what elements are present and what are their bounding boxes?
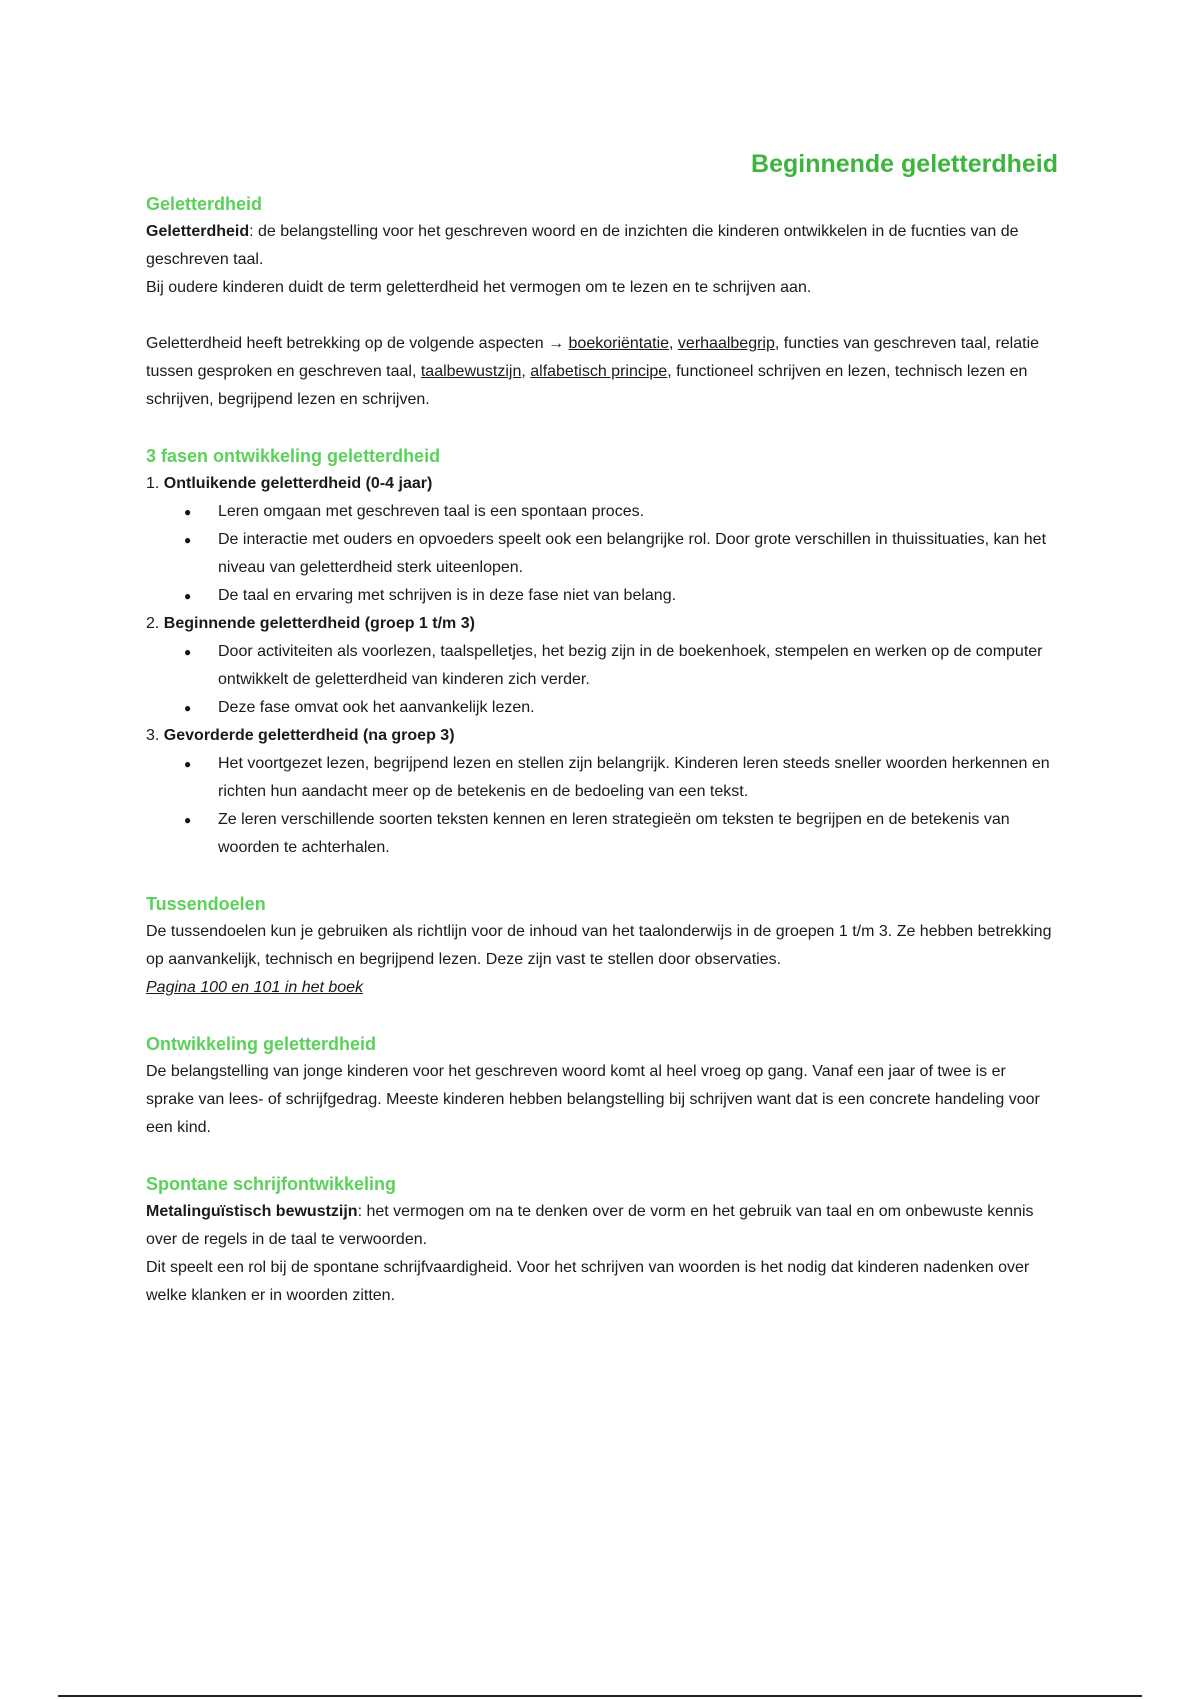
bullet-item: ● Ze leren verschillende soorten teksten kennen en leren strategieën om teksten te begrijpen en de betekenis van woorden te achterhalen. <box>218 806 1058 862</box>
phase-number: 3. <box>146 727 164 744</box>
book-reference: Pagina 100 en 101 in het boek <box>146 979 364 996</box>
phase-item <box>146 722 1058 862</box>
ontwikkeling-text: De belangstelling van jonge kinderen voor het geschreven woord komt al heel vroeg op gang. Vanaf een jaar of twee is er sprake van lees- of schrijfgedrag. Meeste kinderen hebben belangstelling bij schrijven want dat is een concrete handeling voor een kind. <box>146 1063 1040 1136</box>
spontane-text: Dit speelt een rol bij de spontane schrijfvaardigheid. Voor het schrijven van woorden is het nodig dat kinderen nadenken over welke klanken er in woorden zitten. <box>146 1259 1030 1304</box>
phase-bullets <box>146 638 1058 722</box>
older-children-text: Bij oudere kinderen duidt de term geletterdheid het vermogen om te lezen en te schrijven aan. <box>146 279 812 296</box>
bullet-item: ● De taal en ervaring met schrijven is in deze fase niet van belang. <box>218 582 1058 610</box>
aspects-paragraph <box>146 330 1058 414</box>
phase-title: Beginnende geletterdheid (groep 1 t/m 3) <box>163 615 475 632</box>
page-title: Beginnende geletterdheid <box>751 150 1058 178</box>
phase-title: Gevorderde geletterdheid (na groep 3) <box>163 727 455 744</box>
aspects-text: , functioneel schrijven en lezen, technisch lezen en schrijven, begrijpend lezen en schrijven. <box>146 363 1028 408</box>
term-metalinguistisch: Metalinguïstisch bewustzijn <box>146 1203 358 1220</box>
phase-number: 2. <box>146 615 164 632</box>
document-body <box>146 190 1058 1310</box>
aspects-intro: Geletterdheid heeft betrekking op de volgende aspecten → <box>146 335 569 352</box>
heading-ontwikkeling: Ontwikkeling geletterdheid <box>146 1034 377 1054</box>
phase-bullets <box>146 498 1058 610</box>
phases-list <box>146 470 1058 862</box>
aspect-taalbewustzijn: taalbewustzijn <box>420 363 522 380</box>
bullet-item: ● Het voortgezet lezen, begrijpend lezen en stellen zijn belangrijk. Kinderen leren steeds sneller woorden herkennen en richten hun aandacht meer op de betekenis en de bedoeling van een tekst. <box>218 750 1058 806</box>
phase-number: 1. <box>146 475 164 492</box>
phase-item <box>146 610 1058 722</box>
aspects-text: , functies van geschreven taal, relatie tussen gesproken en geschreven taal, <box>146 335 1040 380</box>
heading-geletterdheid: Geletterdheid <box>146 194 263 214</box>
heading-fasen: 3 fasen ontwikkeling geletterdheid <box>146 446 441 466</box>
phase-item <box>146 470 1058 610</box>
phase-title: Ontluikende geletterdheid (0-4 jaar) <box>163 475 433 492</box>
definition-text: : het vermogen om na te denken over de vorm en het gebruik van taal en om onbewuste kennis over de regels in de taal te verwoorden. <box>146 1203 1034 1248</box>
definition-text: : de belangstelling voor het geschreven woord en de inzichten die kinderen ontwikkelen in de fucnties van de geschreven taal. <box>146 223 1019 268</box>
term-geletterdheid: Geletterdheid <box>146 223 250 240</box>
phase-bullets <box>146 750 1058 862</box>
footer-divider <box>58 1695 1142 1697</box>
bullet-item: ● Leren omgaan met geschreven taal is een spontaan proces. <box>218 498 1058 526</box>
definition-metalinguistisch <box>146 1198 1058 1254</box>
bullet-item: ● Door activiteiten als voorlezen, taalspelletjes, het bezig zijn in de boekenhoek, stempelen en werken op de computer ontwikkelt de geletterdheid van kinderen zich verder. <box>218 638 1058 694</box>
bullet-item: ● De interactie met ouders en opvoeders speelt ook een belangrijke rol. Door grote verschillen in thuissituaties, kan het niveau van geletterdheid sterk uiteenlopen. <box>218 526 1058 582</box>
aspect-alfabetisch-principe: alfabetisch principe <box>530 363 668 380</box>
aspect-boekorientatie: boekoriëntatie <box>568 335 670 352</box>
tussendoelen-text: De tussendoelen kun je gebruiken als richtlijn voor de inhoud van het taalonderwijs in de groepen 1 t/m 3. Ze hebben betrekking op aanvankelijk, technisch en begrijpend lezen. Deze zijn vast te stellen door observaties. <box>146 923 1052 968</box>
aspect-separator: , <box>521 363 531 380</box>
aspect-verhaalbegrip: verhaalbegrip <box>677 335 775 352</box>
definition-geletterdheid <box>146 218 1058 274</box>
heading-tussendoelen: Tussendoelen <box>146 894 266 914</box>
bullet-item: ● Deze fase omvat ook het aanvankelijk lezen. <box>218 694 1058 722</box>
heading-spontane-schrijfontwikkeling: Spontane schrijfontwikkeling <box>146 1174 397 1194</box>
aspect-separator: , <box>669 335 678 352</box>
